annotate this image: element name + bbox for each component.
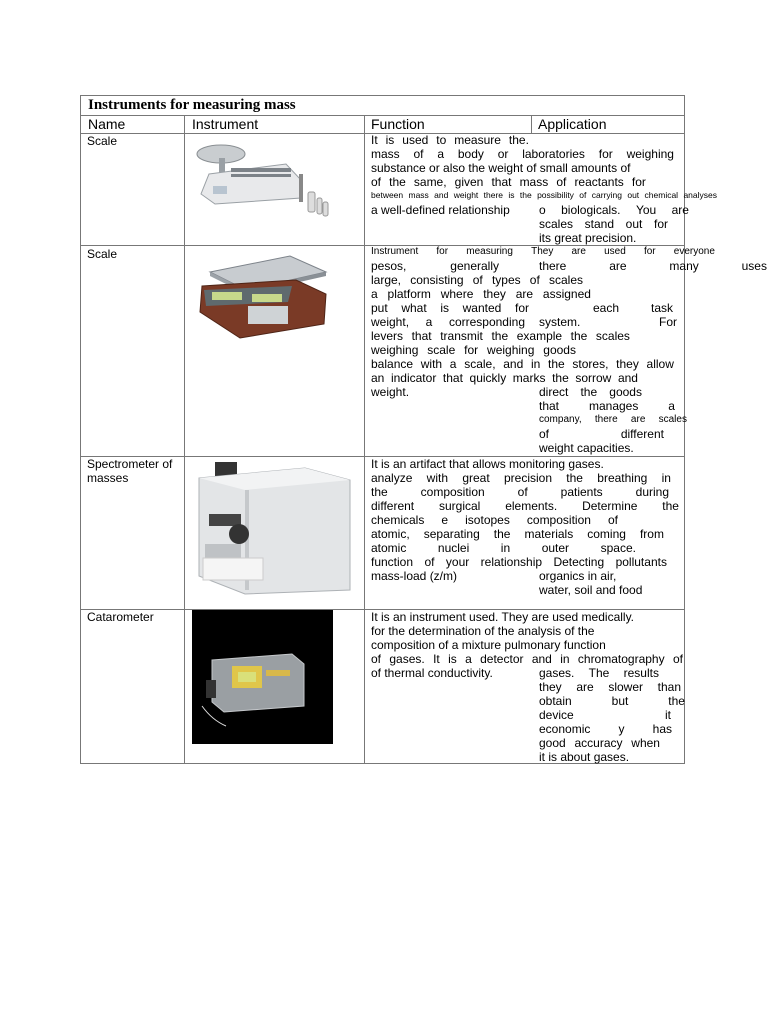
table-title: Instruments for measuring mass [88, 97, 296, 113]
function-text: different surgical elements. Determine the [371, 499, 679, 513]
function-text: a well-defined relationship [371, 203, 510, 217]
header-instrument: Instrument [192, 116, 259, 132]
row-name: Scale [87, 247, 118, 261]
column-divider [364, 115, 365, 764]
function-text: It is an instrument used. They are used medically. [371, 610, 635, 624]
thermal-conductivity-detector-photo [192, 610, 333, 744]
function-text: between mass and weight there is the possibility of carrying out chemical analyses [371, 190, 717, 200]
row-name: Scale [87, 134, 118, 148]
application-text: of different [539, 427, 664, 441]
function-text: mass-load (z/m) [371, 569, 458, 583]
function-text: the composition of patients during [371, 485, 669, 499]
mass-spectrometer-photo [195, 460, 353, 596]
application-text: o biologicals. You are [539, 203, 689, 217]
function-text: analyze with great precision the breathing in [371, 471, 671, 485]
function-text: balance with a scale, and in the stores, they allow [371, 357, 674, 371]
weights-photo [307, 188, 329, 218]
header-name: Name [88, 116, 126, 132]
application-text: there are many uses [539, 259, 767, 273]
function-text: It is an artifact that allows monitoring gases. [371, 457, 604, 471]
function-text: of thermal conductivity. [371, 666, 493, 680]
function-text: function of your relationship Detecting pollutants [371, 555, 667, 569]
application-text: direct the goods [539, 385, 642, 399]
function-text: pesos, generally [371, 259, 499, 273]
application-text: economic y has [539, 722, 672, 736]
row-name: Catarometer [87, 610, 154, 624]
application-text: its great precision. [539, 231, 637, 245]
function-text: weight, a corresponding [371, 315, 525, 329]
application-text: obtain but the [539, 694, 685, 708]
function-text: of gases. It is a detector and in chromatography of [371, 652, 683, 666]
function-text: substance or also the weight of small amounts of [371, 161, 631, 175]
function-text: of the same, given that mass of reactants for [371, 175, 646, 189]
header-application: Application [538, 116, 607, 132]
function-text: composition of a mixture pulmonary function [371, 638, 606, 652]
application-text: company, there are scales [539, 414, 687, 425]
function-text: chemicals e isotopes composition of [371, 513, 618, 527]
application-text: good accuracy when [539, 736, 660, 750]
application-text: water, soil and food [539, 583, 643, 597]
function-text: Instrument for measuring They are used for everyone [371, 246, 715, 257]
function-text: weighing scale for weighing goods [371, 343, 576, 357]
function-text: large, consisting of types of scales [371, 273, 583, 287]
application-text: scales stand out for [539, 217, 668, 231]
application-text: organics in air, [539, 569, 617, 583]
function-text: It is used to measure the. [371, 133, 529, 147]
function-text: atomic, separating the materials coming from [371, 527, 664, 541]
function-text: levers that transmit the example the scales [371, 329, 630, 343]
function-text: atomic nuclei in outer space. [371, 541, 636, 555]
application-text: weight capacities. [539, 441, 634, 455]
column-divider [184, 115, 185, 764]
triple-beam-balance-photo [191, 138, 306, 210]
function-text: put what is wanted for [371, 301, 529, 315]
application-text: gases. The results [539, 666, 659, 680]
function-text: mass of a body or laboratories for weighing [371, 147, 674, 161]
application-text: they are slower than [539, 680, 681, 694]
function-text: weight. [371, 385, 410, 399]
application-text: it is about gases. [539, 750, 630, 764]
instruments-table [80, 95, 767, 764]
application-text: that manages a [539, 399, 675, 413]
digital-platform-scale-photo [196, 250, 328, 340]
function-text: an indicator that quickly marks the sorrow and [371, 371, 638, 385]
function-text: a platform where they are assigned [371, 287, 591, 301]
application-text: system. For [539, 315, 677, 329]
application-text: device it [539, 708, 671, 722]
function-text: for the determination of the analysis of the [371, 624, 595, 638]
header-function: Function [371, 116, 425, 132]
row-name: Spectrometer of masses [87, 457, 173, 485]
column-divider [531, 115, 532, 133]
application-text: each task [593, 301, 673, 315]
